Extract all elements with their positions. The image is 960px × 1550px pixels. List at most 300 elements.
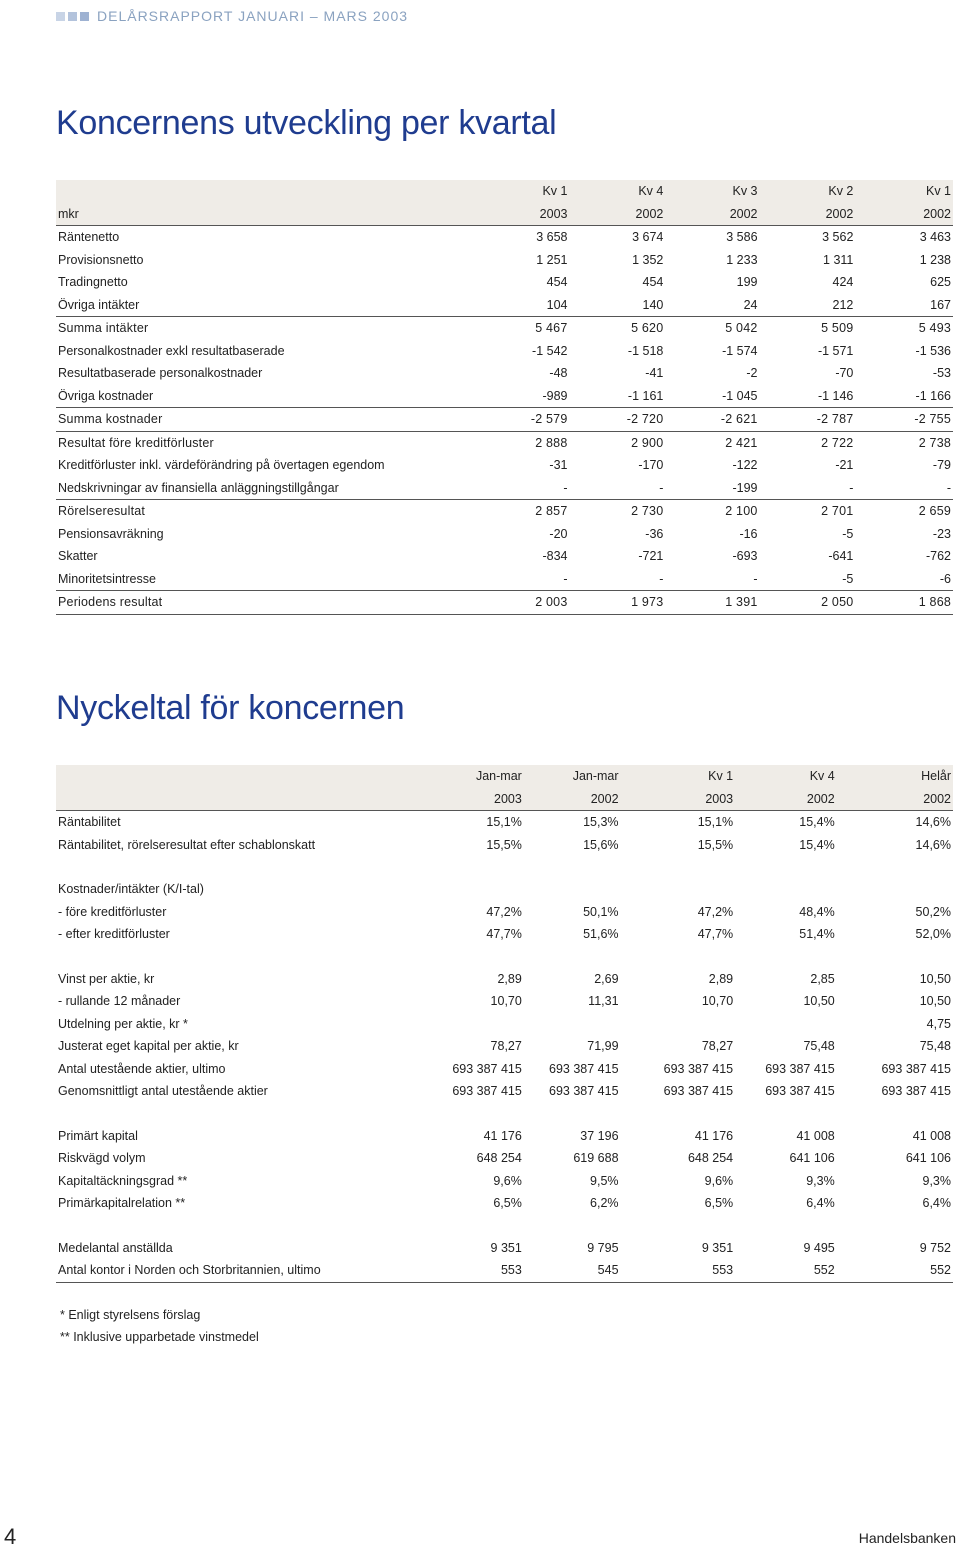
table-row [56,1058,953,1081]
cell-value: 2 888 [446,431,569,454]
cell-value: 2 857 [535,504,568,519]
cell-value: -1 146 [817,388,854,403]
cell-value: 48,4% [799,904,835,919]
row-label: Justerat eget kapital per aktie, kr [58,1039,239,1054]
row-label: Rörelseresultat [58,504,146,519]
logo-squares [56,12,89,21]
cell-value: 2002 [855,203,953,226]
cell-value: 5 509 [760,317,856,340]
cell-value: -5 [842,526,854,541]
cell-value [735,856,837,878]
cell-value: 641 106 [905,1151,951,1166]
cell-value: -2 579 [446,408,569,432]
cell-value: 693 387 415 [663,1084,734,1099]
cell-value: 5 042 [665,317,759,340]
table-row [56,1147,953,1170]
cell-value: 552 [735,1259,837,1282]
cell-value: 424 [832,275,854,290]
cell-value: 15,5% [697,837,734,852]
cell-value: -1 574 [722,343,758,358]
cell-value: 10,50 [803,994,835,1009]
table-row [56,294,953,317]
cell-value: -48 [549,366,568,381]
cell-value: 454 [642,275,664,290]
cell-value: 1 233 [726,252,758,267]
cell-value: 41 176 [694,1128,734,1143]
cell-value: -199 [665,477,759,500]
cell-value [621,1215,736,1237]
cell-value: 2,85 [810,971,835,986]
cell-value: 553 [621,1259,736,1282]
cell-value: 9 351 [701,1240,734,1255]
cell-value: -1 166 [915,388,951,403]
table-row [56,591,953,615]
cell-value: -36 [645,526,664,541]
cell-value [837,856,953,878]
cell-value: Kv 3 [665,180,759,203]
cell-value [837,878,953,901]
row-label [56,1103,399,1125]
table-row [56,408,953,432]
cell-value: -122 [732,458,758,473]
row-label [56,788,399,811]
cell-value: - [753,571,758,586]
cell-value: 3 674 [569,226,665,249]
table-row [56,856,953,878]
cell-value: 71,99 [587,1039,619,1054]
table-row [56,946,953,968]
cell-value: 104 [546,297,568,312]
table-row [56,249,953,272]
cell-value [621,878,736,901]
cell-value: -53 [932,366,951,381]
cell-value: 625 [930,275,951,290]
cell-value: -16 [739,526,758,541]
cell-value: 2 701 [821,504,854,519]
cell-value: 619 688 [573,1151,619,1166]
cell-value: 2002 [524,788,621,811]
cell-value: -23 [932,526,951,541]
row-label [56,946,399,968]
cell-value [524,946,621,968]
table-row [56,1080,953,1103]
cell-value: Kv 4 [735,765,837,788]
cell-value: 2002 [735,788,837,811]
cell-value: 1 868 [855,591,953,615]
cell-value: -1 161 [627,388,664,403]
row-label: Utdelning per aktie, kr * [58,1016,188,1031]
row-label: Primärt kapital [58,1128,138,1143]
cell-value [524,1215,621,1237]
cell-value: -693 [732,549,758,564]
cell-value: Kv 1 [446,180,569,203]
cell-value: 1 352 [632,252,664,267]
cell-value: -1 542 [532,343,568,358]
cell-value: 3 658 [446,226,569,249]
cell-value: - [563,571,568,586]
section-title-quarterly: Koncernens utveckling per kvartal [56,104,557,142]
cell-value: 9,5% [590,1173,619,1188]
row-label: Övriga kostnader [58,388,154,403]
cell-value: 2,69 [594,971,619,986]
row-label: mkr [56,203,446,226]
cell-value: 693 387 415 [765,1084,835,1099]
cell-value: 2002 [665,203,759,226]
cell-value [837,1215,953,1237]
cell-value: 167 [930,297,951,312]
table-row [56,1237,953,1260]
cell-value: -1 045 [722,388,758,403]
cell-value: -79 [932,458,951,473]
cell-value: 2,89 [497,971,522,986]
cell-value: 6,5% [493,1196,522,1211]
cell-value: - [855,477,953,500]
cell-value [735,946,837,968]
table-row [56,203,953,226]
cell-value: 140 [642,297,664,312]
keyfigures-table [56,765,953,1283]
cell-value: 9,6% [704,1173,734,1188]
cell-value: 693 387 415 [549,1084,619,1099]
row-label: Riskvägd volym [58,1151,146,1166]
cell-value: -2 755 [855,408,953,432]
table-row [56,545,953,568]
cell-value: 2 100 [725,504,758,519]
table-row [56,1125,953,1148]
cell-value [524,878,621,901]
cell-value: Kv 1 [621,765,736,788]
table-row [56,968,953,991]
table-row [56,226,953,249]
cell-value [735,1013,837,1036]
cell-value: 1 973 [569,591,665,615]
row-label [56,180,446,203]
table-row [56,477,953,500]
cell-value: -762 [925,549,951,564]
row-label: Summa intäkter [56,317,446,340]
cell-value: 41 176 [483,1128,522,1143]
cell-value: 15,4% [735,811,837,834]
table-row [56,180,953,203]
footnote-1: * Enligt styrelsens förslag [60,1308,201,1322]
cell-value: Kv 4 [569,180,665,203]
cell-value: -1 518 [627,343,664,358]
row-label: Räntenetto [56,226,446,249]
cell-value: 2003 [446,203,569,226]
cell-value: 693 387 415 [452,1084,522,1099]
cell-value: 693 387 415 [452,1061,522,1076]
table-row [56,385,953,408]
cell-value: 2 050 [760,591,856,615]
row-label: Pensionsavräkning [58,526,164,541]
cell-value: 199 [736,275,758,290]
cell-value: -41 [645,366,664,381]
cell-value: 24 [743,297,758,312]
cell-value: 9,6% [493,1173,522,1188]
table-row [56,878,953,901]
table-row [56,1170,953,1193]
row-label: Resultat före kreditförluster [56,431,446,454]
cell-value: 2 738 [855,431,953,454]
cell-value: 15,6% [583,837,619,852]
cell-value: 212 [832,297,854,312]
table-row [56,362,953,385]
cell-value: 15,4% [799,837,835,852]
cell-value: 9 351 [490,1240,522,1255]
cell-value [524,1013,621,1036]
cell-value: 10,70 [490,994,522,1009]
cell-value: 6,2% [590,1196,619,1211]
cell-value: 1 311 [823,252,854,267]
row-label: Genomsnittligt antal utestående aktier [58,1084,268,1099]
cell-value: -31 [549,458,568,473]
quarterly-table [56,180,953,615]
cell-value [837,1103,953,1125]
cell-value: 552 [837,1259,953,1282]
table-row [56,834,953,857]
cell-value: - [446,477,569,500]
cell-value: 75,48 [919,1039,951,1054]
cell-value: 47,7% [486,927,522,942]
table-row [56,568,953,591]
cell-value: 553 [399,1259,524,1282]
row-label: Tradingnetto [58,275,128,290]
table-row [56,523,953,546]
cell-value: 78,27 [701,1039,734,1054]
cell-value: -2 621 [665,408,759,432]
cell-value: 51,4% [799,927,835,942]
cell-value [399,946,524,968]
cell-value: 6,5% [704,1196,734,1211]
cell-value: 641 106 [789,1151,835,1166]
cell-value: 78,27 [490,1039,522,1054]
cell-value: 15,1% [621,811,736,834]
cell-value: -2 787 [760,408,856,432]
cell-value [524,856,621,878]
table-row [56,500,953,523]
cell-value: 11,31 [588,994,619,1009]
cell-value [735,878,837,901]
cell-value: 10,50 [919,971,951,986]
cell-value: Kv 1 [855,180,953,203]
cell-value: -6 [939,571,951,586]
cell-value: 2002 [837,788,953,811]
row-label: Övriga intäkter [58,297,140,312]
cell-value [621,1013,736,1036]
row-label: Resultatbaserade personalkostnader [58,366,263,381]
footnote-2: ** Inklusive upparbetade vinstmedel [60,1330,259,1344]
row-label: Medelantal anställda [58,1240,173,1255]
table-row [56,1192,953,1215]
cell-value: 51,6% [583,927,619,942]
table-row [56,317,953,340]
row-label: Räntabilitet, rörelseresultat efter schablonskatt [58,837,316,852]
row-label [56,1215,399,1237]
cell-value: -1 536 [915,343,951,358]
row-label: Periodens resultat [56,591,446,615]
cell-value [399,878,524,901]
table-row [56,340,953,363]
table-row [56,431,953,454]
row-label [56,856,399,878]
cell-value: Kv 2 [760,180,856,203]
cell-value: 693 387 415 [765,1061,835,1076]
cell-value: 47,7% [697,927,734,942]
cell-value: 9 752 [919,1240,951,1255]
row-label: Skatter [58,549,98,564]
cell-value: 1 251 [536,252,568,267]
cell-value: 10,50 [919,994,951,1009]
section-title-keyfigures: Nyckeltal för koncernen [56,689,405,727]
cell-value [735,1215,837,1237]
cell-value: - [760,477,856,500]
cell-value: -721 [638,549,664,564]
cell-value: 2 900 [569,431,665,454]
table-row [56,811,953,834]
cell-value: -20 [549,526,568,541]
cell-value: -2 720 [569,408,665,432]
cell-value: 5 493 [855,317,953,340]
cell-value: 3 562 [760,226,856,249]
cell-value: 9 495 [803,1240,835,1255]
cell-value: 693 387 415 [881,1061,951,1076]
cell-value: 50,2% [915,904,951,919]
cell-value: Jan-mar [524,765,621,788]
cell-value: 41 008 [912,1128,951,1143]
cell-value: 2 003 [446,591,569,615]
cell-value: -1 571 [817,343,854,358]
cell-value: -989 [542,388,568,403]
cell-value: -834 [542,549,568,564]
row-label: Antal kontor i Norden och Storbritannien, ultimo [56,1259,399,1282]
cell-value: 50,1% [583,904,619,919]
cell-value: 47,2% [697,904,734,919]
cell-value: 2,89 [708,971,734,986]
cell-value: -641 [828,549,854,564]
cell-value: 2 730 [631,504,664,519]
table-row [56,1259,953,1282]
cell-value: 2003 [621,788,736,811]
row-label: Summa kostnader [56,408,446,432]
cell-value [621,1103,736,1125]
table-row [56,1035,953,1058]
cell-value: -70 [835,366,854,381]
row-label: - före kreditförluster [58,904,167,919]
cell-value: -170 [638,458,664,473]
cell-value: 14,6% [837,811,953,834]
cell-value: 693 387 415 [881,1084,951,1099]
cell-value: 1 391 [665,591,759,615]
logo-square [56,12,65,21]
report-title: DELÅRSRAPPORT JANUARI – MARS 2003 [97,8,409,24]
cell-value: 2003 [399,788,524,811]
cell-value: 648 254 [476,1151,522,1166]
row-label: Minoritetsintresse [58,571,156,586]
row-label: Räntabilitet [56,811,399,834]
cell-value: -2 [746,366,758,381]
cell-value: 14,6% [915,837,951,852]
table-row [56,1013,953,1036]
cell-value: Jan-mar [399,765,524,788]
row-label: Antal utestående aktier, ultimo [58,1061,226,1076]
row-label: Primärkapitalrelation ** [58,1196,186,1211]
row-label: Nedskrivningar av finansiella anläggningstillgångar [56,477,446,500]
logo-square [80,12,89,21]
cell-value: -5 [842,571,854,586]
cell-value [524,1103,621,1125]
cell-value: 693 387 415 [663,1061,734,1076]
row-label: Provisionsnetto [58,252,144,267]
cell-value: 2 722 [760,431,856,454]
cell-value [399,1013,524,1036]
row-label: Kreditförluster inkl. värdeförändring på övertagen egendom [58,458,385,473]
cell-value: 2002 [569,203,665,226]
cell-value: 5 620 [569,317,665,340]
cell-value: 6,4% [922,1196,951,1211]
cell-value: 648 254 [687,1151,734,1166]
cell-value: 52,0% [915,927,951,942]
cell-value: 454 [546,275,568,290]
table-row [56,901,953,924]
page-number: 4 [4,1524,17,1549]
table-row [56,765,953,788]
table-row [56,271,953,294]
cell-value: 2 421 [665,431,759,454]
row-label: Vinst per aktie, kr [58,971,155,986]
cell-value: 3 463 [855,226,953,249]
cell-value: 4,75 [926,1016,951,1031]
cell-value: 2 659 [918,504,951,519]
cell-value: 15,1% [399,811,524,834]
cell-value: 47,2% [486,904,522,919]
row-label: Personalkostnader exkl resultatbaserade [58,343,285,358]
cell-value: 15,5% [486,837,522,852]
cell-value [735,1103,837,1125]
table-row [56,788,953,811]
cell-value: 6,4% [806,1196,835,1211]
cell-value: 9 795 [587,1240,619,1255]
cell-value: 3 586 [665,226,759,249]
cell-value: - [659,571,664,586]
cell-value [837,946,953,968]
brand-name: Handelsbanken [858,1530,956,1546]
cell-value: 75,48 [803,1039,835,1054]
cell-value: 41 008 [796,1128,835,1143]
cell-value: 545 [524,1259,621,1282]
cell-value: 5 467 [446,317,569,340]
row-label [56,765,399,788]
table-row [56,990,953,1013]
table-row [56,923,953,946]
cell-value: Helår [837,765,953,788]
table-row [56,1215,953,1237]
cell-value: 15,3% [524,811,621,834]
cell-value [399,1215,524,1237]
row-label: - efter kreditförluster [58,927,170,942]
cell-value: 9,3% [922,1173,951,1188]
row-label: Kostnader/intäkter (K/I-tal) [58,882,204,897]
cell-value: -21 [835,458,854,473]
cell-value: - [569,477,665,500]
cell-value: 9,3% [806,1173,835,1188]
cell-value [621,856,736,878]
cell-value: 693 387 415 [549,1061,619,1076]
cell-value: 1 238 [919,252,951,267]
table-row [56,454,953,477]
cell-value: 2002 [760,203,856,226]
cell-value: 37 196 [580,1128,619,1143]
cell-value [399,856,524,878]
